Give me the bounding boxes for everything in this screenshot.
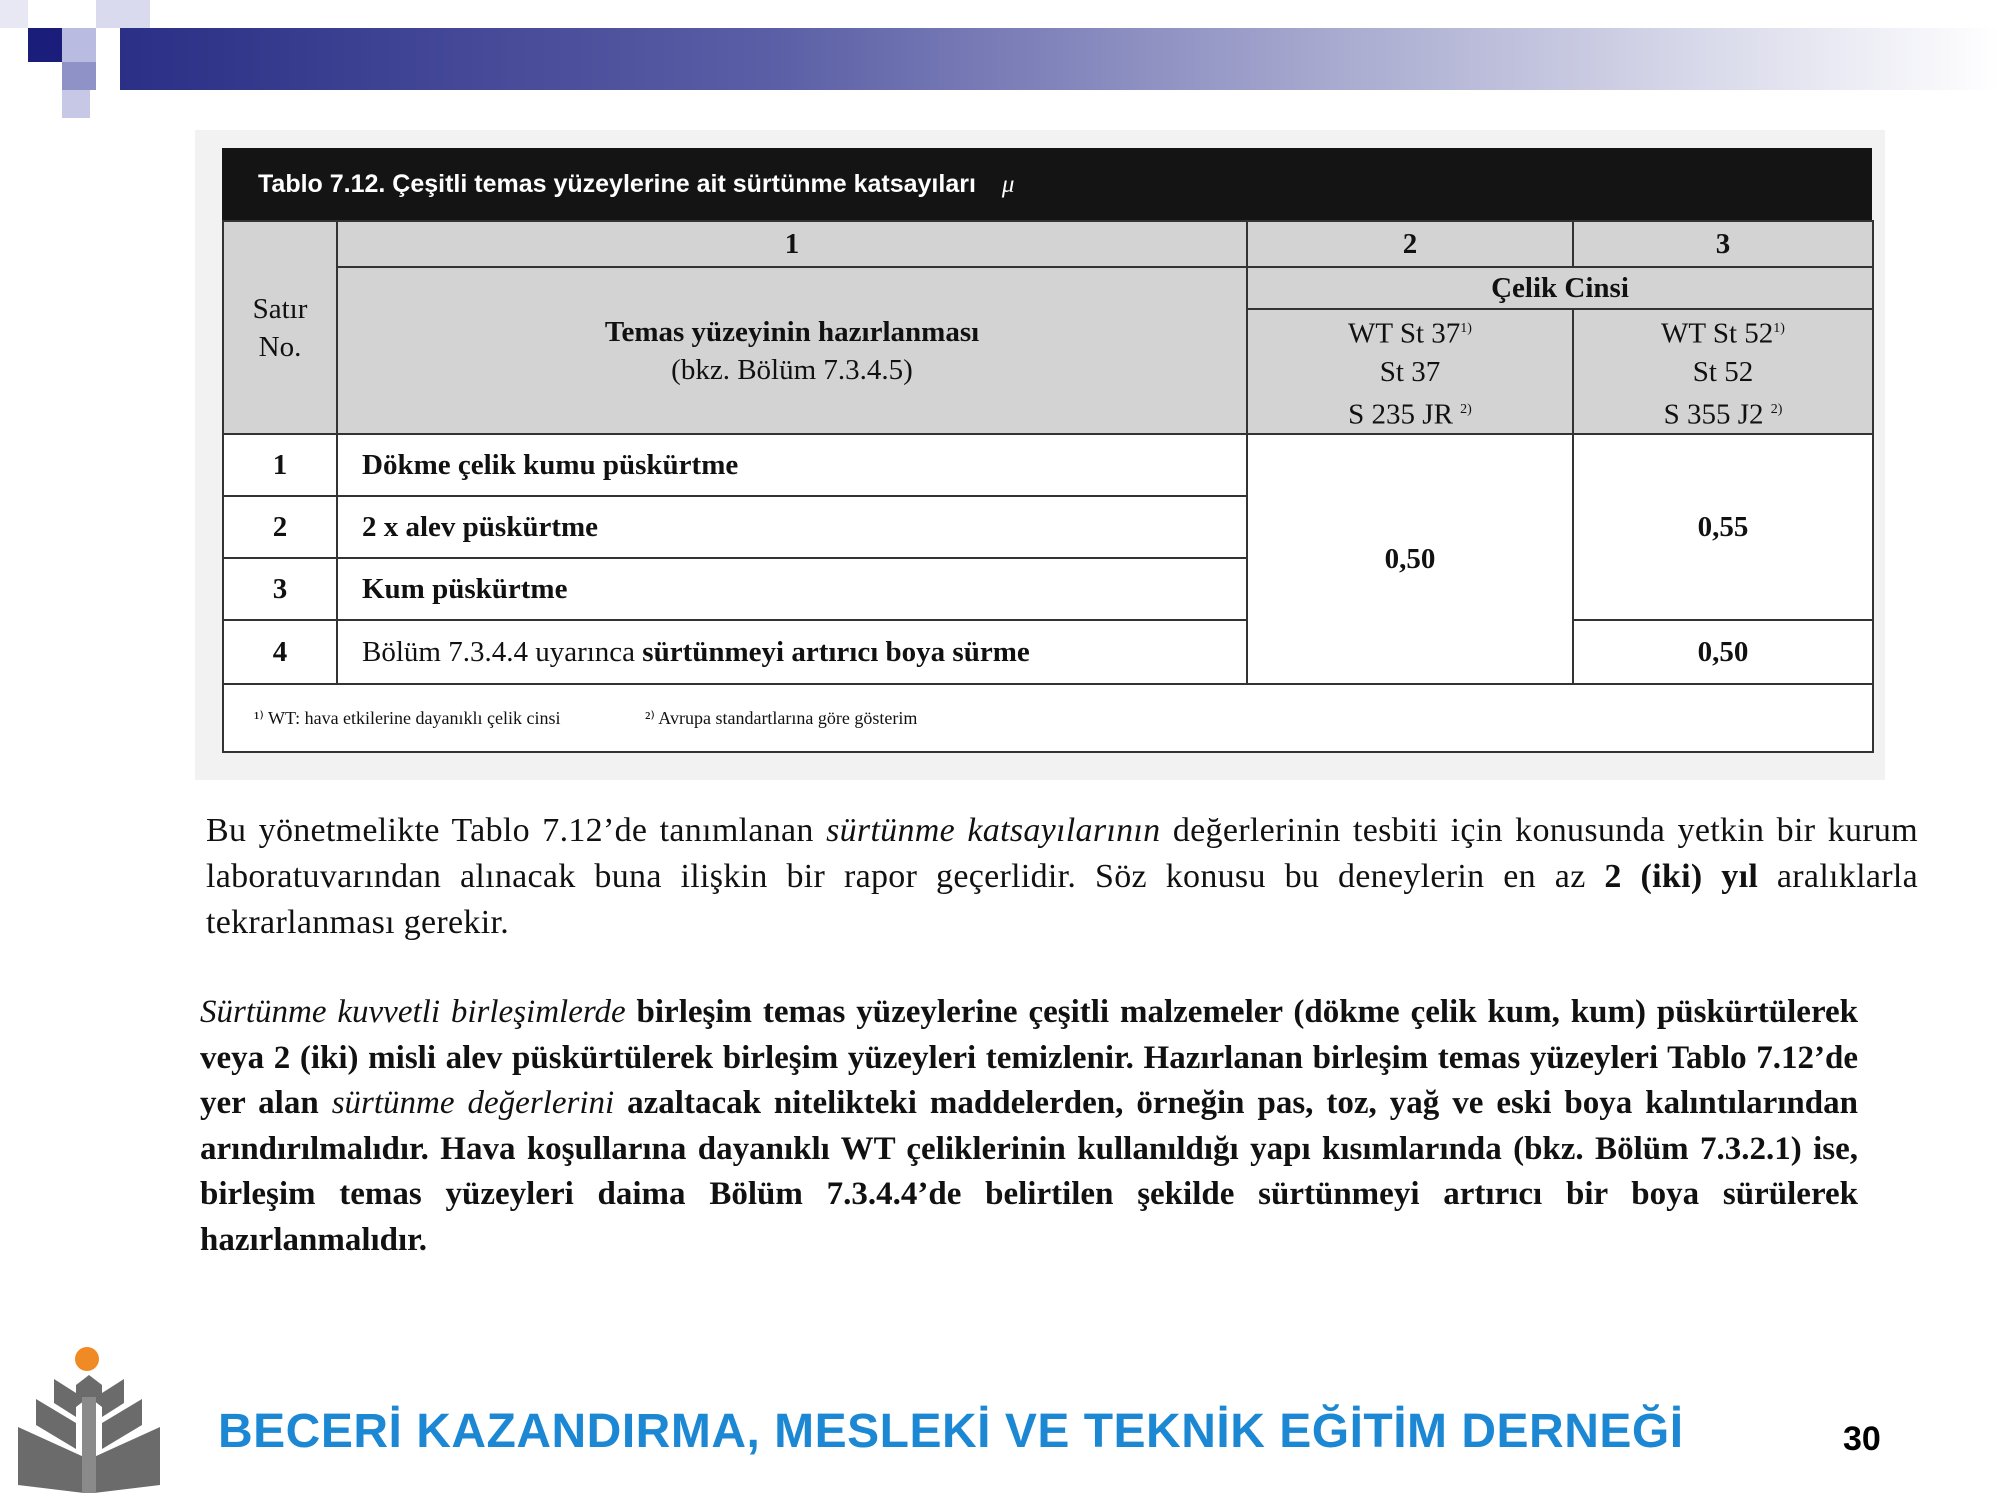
footnote-mark: 2) (1460, 401, 1472, 417)
value-st37: 0,50 (1247, 434, 1573, 684)
prep-header-line1: Temas yüzeyinin hazırlanması (604, 315, 980, 348)
row-preparation-text: Kum püskürtme (337, 558, 1247, 620)
row-preparation-text: 2 x alev püskürtme (337, 496, 1247, 558)
paragraph-2 (200, 990, 1858, 1263)
steel-name: WT St 52 (1661, 317, 1774, 350)
table-title-text: Tablo 7.12. Çeşitli temas yüzeylerine ait sürtünme katsayıları (258, 170, 976, 198)
col-number-2: 2 (1247, 221, 1573, 267)
row-number: 2 (223, 496, 337, 558)
row-header-line2: No. (258, 330, 302, 363)
text-run: birleşim temas yüzeylerine çeşitli malzemeler (dökme çelik kum, kum) püskürtülerek veya 2 (iki) misli alev püskürtülerek birleşim yüzeyleri temizlenir. Hazırlanan birleşim temas yüzeyleri Tablo 7.12’de yer alan (200, 994, 1858, 1121)
book-sprout-logo-icon (14, 1345, 164, 1495)
footnote-mark: 1) (1460, 321, 1472, 336)
table-footnotes (223, 684, 1873, 752)
footnote-mark: 1) (1773, 321, 1785, 336)
row-header-line1: Satır (252, 292, 308, 325)
mu-symbol: μ (1001, 171, 1015, 198)
text-run: Bu yönetmelikte Tablo 7.12’de tanımlanan (206, 812, 827, 849)
surface-preparation-header (337, 267, 1247, 434)
row-preparation-text: Dökme çelik kumu püskürtme (337, 434, 1247, 496)
header-decor-square (96, 0, 150, 28)
text-run-italic: sürtünme değerlerini (331, 1085, 615, 1121)
row-number-header (223, 221, 337, 434)
paragraph-1 (206, 808, 1918, 946)
page-number: 30 (1843, 1420, 1881, 1458)
row-text-normal: Bölüm 7.3.4.4 uyarınca (362, 635, 643, 668)
value-st52-row-4: 0,50 (1573, 620, 1873, 684)
header-decor-square (28, 28, 62, 62)
organization-name: BECERİ KAZANDIRMA, MESLEKİ VE TEKNİK EĞİTİM DERNEĞİ (218, 1405, 1684, 1458)
steel-name: St 37 (1379, 355, 1441, 388)
header-decor-square (62, 28, 96, 62)
steel-name: St 52 (1692, 355, 1754, 388)
steel-name: WT St 37 (1348, 317, 1461, 350)
col-number-3: 3 (1573, 221, 1873, 267)
prep-header-line2: (bkz. Bölüm 7.3.4.5) (671, 353, 913, 386)
header-decor-square (62, 62, 96, 90)
text-run: değerlerinin tesbiti için konusunda yetkin bir kurum laboratuvarından alınacak buna ilişkin bir rapor geçerlidir. Söz konusu bu deneylerin en az (206, 812, 1918, 895)
table-title (222, 148, 1872, 220)
value-st52-rows-1-3: 0,55 (1573, 434, 1873, 620)
row-number: 1 (223, 434, 337, 496)
steel-name: S 235 JR (1348, 398, 1453, 431)
steel-name: S 355 J2 (1663, 398, 1764, 431)
row-number: 3 (223, 558, 337, 620)
steel-col-st37 (1247, 309, 1573, 434)
text-run-italic: Sürtünme kuvvetli birleşimlerde (200, 994, 626, 1030)
col-number-1: 1 (337, 221, 1247, 267)
friction-coefficient-table (222, 220, 1874, 753)
text-run: aralıklarla tekrarlanması gerekir. (206, 858, 1919, 941)
steel-type-header: Çelik Cinsi (1247, 267, 1873, 309)
header-decor-square (0, 0, 28, 28)
row-preparation-text (337, 620, 1247, 684)
text-run-bold: 2 (iki) yıl (1604, 858, 1759, 895)
row-number: 4 (223, 620, 337, 684)
footnote-1: ¹⁾ WT: hava etkilerine dayanıklı çelik cinsi (254, 707, 561, 728)
header-gradient-bar (120, 28, 2000, 90)
footnote-mark: 2) (1770, 401, 1783, 417)
text-run-italic: sürtünme katsayılarının (826, 812, 1161, 849)
footnote-2: ²⁾ Avrupa standartlarına göre gösterim (644, 707, 918, 728)
text-run: azaltacak nitelikteki maddelerden, örneğin pas, toz, yağ ve eski boya kalıntılarından arındırılmalıdır. Hava koşullarına dayanıklı WT çeliklerinin kullanıldığı yapı kısımlarında (bkz. Bölüm 7.3.2.1) ise, birleşim temas yüzeyleri daima Bölüm 7.3.4.4’de belirtilen şekilde sürtünmeyi artırıcı bir boya sürülerek hazırlanmalıdır. (200, 1085, 1858, 1258)
steel-col-st52 (1573, 309, 1873, 434)
row-text-bold: sürtünmeyi artırıcı boya sürme (642, 635, 1030, 668)
header-decor-square (62, 90, 90, 118)
